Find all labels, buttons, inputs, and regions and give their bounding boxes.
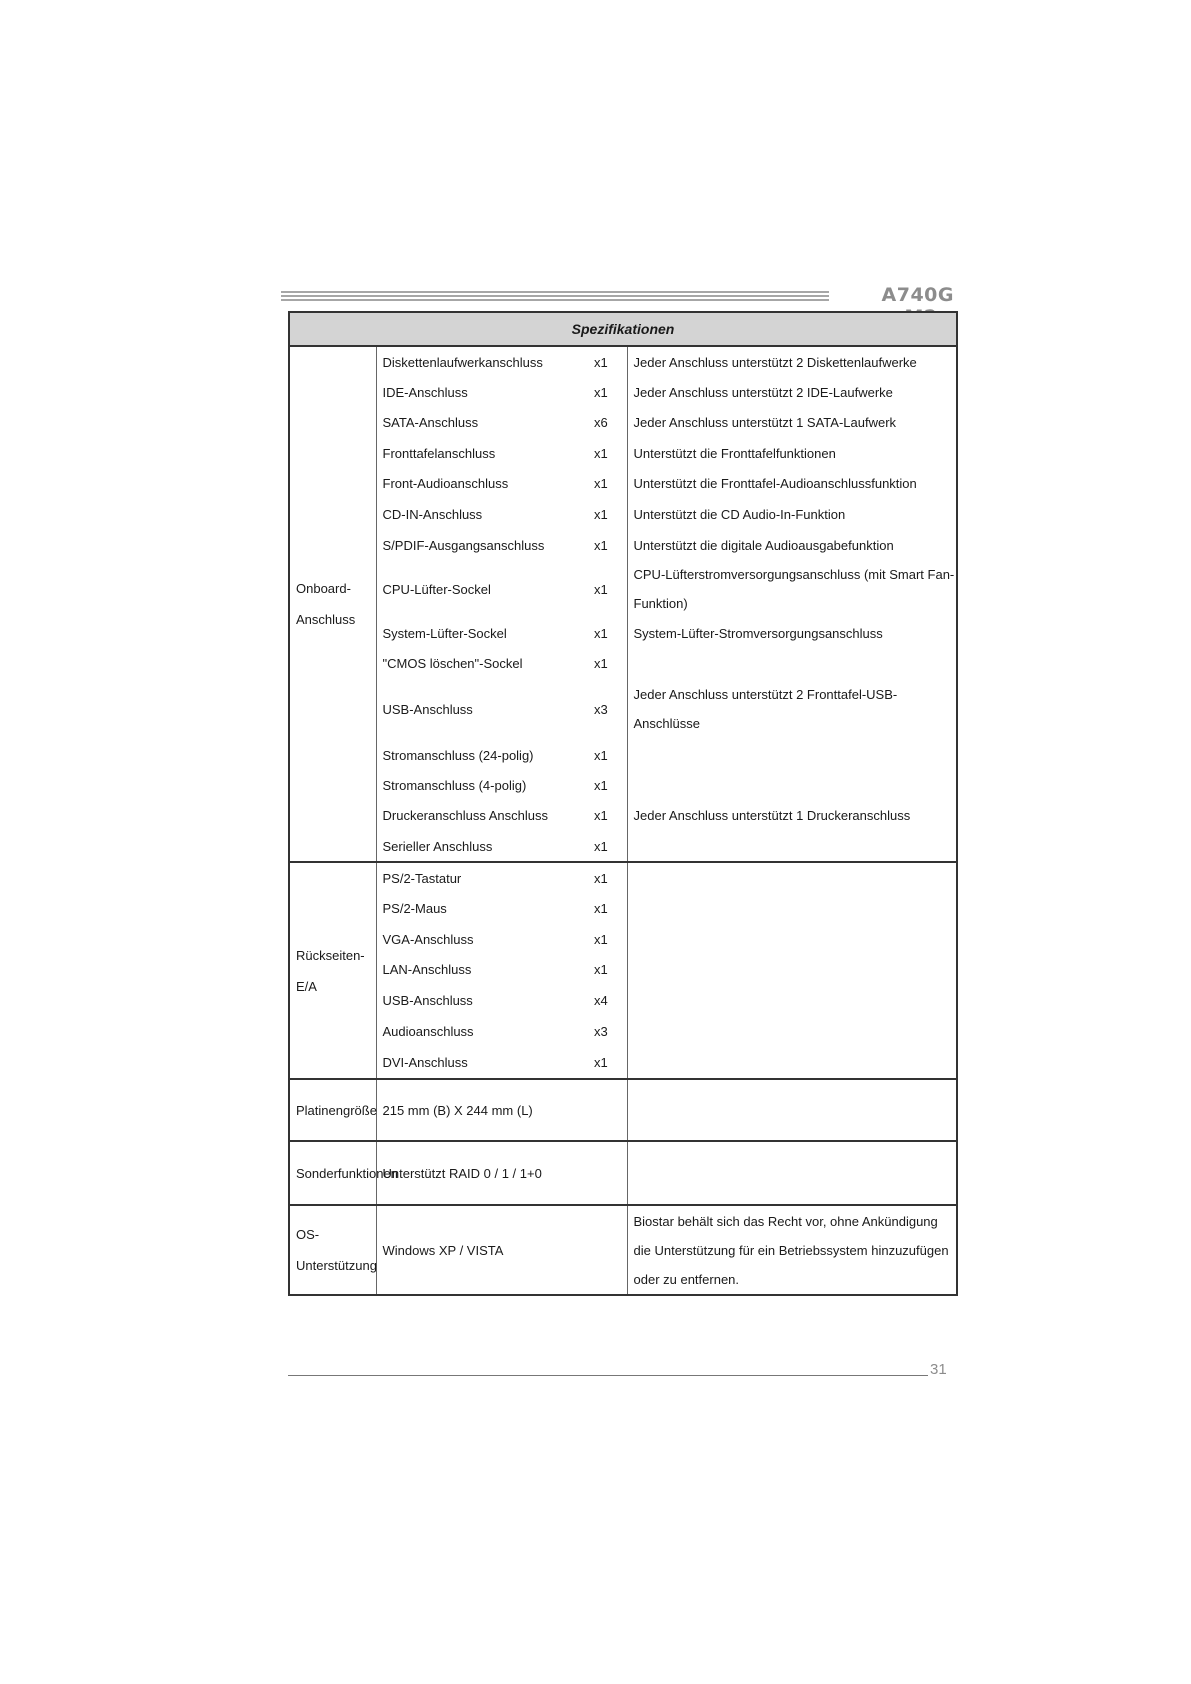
rear-label: Rückseiten-E/A	[289, 862, 376, 1079]
rear-item: USB-Anschluss	[382, 993, 473, 1008]
onboard-row	[289, 618, 957, 648]
onboard-row	[289, 678, 957, 740]
onboard-label: Onboard-Anschluss	[289, 346, 376, 862]
page-number: 31	[930, 1361, 947, 1378]
os-desc: Biostar behält sich das Recht vor, ohne Ankündigung die Unterstützung für ein Betriebssystem hinzuzufügen oder zu entfernen.	[627, 1205, 957, 1295]
onboard-qty: x1	[594, 476, 608, 491]
onboard-qty: x1	[594, 384, 608, 400]
onboard-qty: x1	[594, 625, 608, 641]
onboard-desc: CPU-Lüfterstromversorgungsanschluss (mit Smart Fan-Funktion)	[627, 560, 957, 618]
onboard-desc: Unterstützt die Fronttafel-Audioanschlussfunktion	[627, 468, 957, 499]
rear-qty: x1	[582, 862, 627, 893]
onboard-row	[289, 346, 957, 377]
onboard-row	[289, 560, 957, 618]
onboard-qty: x1	[594, 838, 608, 854]
onboard-desc	[627, 648, 957, 678]
os-value: Windows XP / VISTA	[376, 1205, 627, 1295]
onboard-desc: Unterstützt die digitale Audioausgabefunktion	[627, 530, 957, 560]
onboard-row	[289, 530, 957, 560]
special-row	[289, 1141, 957, 1205]
rear-item: DVI-Anschluss	[382, 1055, 468, 1070]
rear-qty: x1	[594, 931, 608, 947]
onboard-item: USB-Anschluss	[382, 701, 473, 717]
special-value: Unterstützt RAID 0 / 1 / 1+0	[376, 1141, 627, 1205]
onboard-row	[289, 377, 957, 407]
onboard-item: IDE-Anschluss	[382, 384, 468, 400]
onboard-desc: Unterstützt die CD Audio-In-Funktion	[627, 499, 957, 530]
rear-qty: x1	[594, 962, 608, 977]
board-size-label: Platinengröße	[289, 1079, 376, 1141]
onboard-desc: Jeder Anschluss unterstützt 2 IDE-Laufwerke	[627, 377, 957, 407]
onboard-item: "CMOS löschen"-Sockel	[382, 655, 523, 671]
table-title: Spezifikationen	[289, 312, 957, 346]
rear-item: PS/2-Tastatur	[376, 862, 582, 893]
onboard-row	[289, 407, 957, 438]
rear-item: LAN-Anschluss	[382, 962, 472, 977]
os-row	[289, 1205, 957, 1295]
onboard-qty: x1	[594, 507, 608, 522]
onboard-item: Druckeranschluss Anschluss	[382, 808, 548, 823]
board-size-row	[289, 1079, 957, 1141]
onboard-item: System-Lüfter-Sockel	[382, 625, 507, 641]
rear-qty: x1	[594, 901, 608, 916]
onboard-item: Stromanschluss (4-polig)	[382, 777, 527, 793]
onboard-desc: Jeder Anschluss unterstützt 1 Druckeranschluss	[627, 800, 957, 831]
onboard-item: Front-Audioanschluss	[382, 476, 509, 491]
rear-desc-empty	[627, 862, 957, 1079]
board-size-value: 215 mm (B) X 244 mm (L)	[376, 1079, 627, 1141]
onboard-row	[289, 468, 957, 499]
spec-table	[288, 311, 958, 1296]
onboard-qty: x1	[594, 808, 608, 823]
header-rule	[281, 291, 829, 303]
onboard-item: SATA-Anschluss	[382, 415, 479, 430]
onboard-item: CD-IN-Anschluss	[382, 507, 483, 522]
onboard-desc: System-Lüfter-Stromversorgungsanschluss	[627, 618, 957, 648]
special-desc	[627, 1141, 957, 1205]
rear-qty: x1	[594, 1055, 608, 1070]
os-label: OS-Unterstützung	[289, 1205, 376, 1295]
onboard-item: Fronttafelanschluss	[382, 445, 496, 461]
onboard-row	[289, 770, 957, 800]
onboard-qty: x1	[594, 537, 608, 553]
onboard-row	[289, 648, 957, 678]
onboard-qty: x1	[594, 777, 608, 793]
rear-item: Audioanschluss	[382, 1024, 474, 1039]
onboard-desc: Jeder Anschluss unterstützt 2 Fronttafel-USB-Anschlüsse	[627, 678, 957, 740]
onboard-qty: x6	[594, 415, 608, 430]
onboard-qty: x1	[582, 346, 627, 377]
onboard-qty: x1	[594, 445, 608, 461]
rear-qty: x4	[594, 993, 608, 1008]
onboard-qty: x1	[594, 581, 608, 597]
onboard-qty: x3	[594, 701, 608, 717]
onboard-row	[289, 499, 957, 530]
onboard-row	[289, 831, 957, 862]
footer-rule	[288, 1375, 928, 1376]
onboard-desc: Jeder Anschluss unterstützt 1 SATA-Laufwerk	[627, 407, 957, 438]
board-size-desc	[627, 1079, 957, 1141]
onboard-desc	[627, 770, 957, 800]
rear-item: VGA-Anschluss	[382, 931, 474, 947]
onboard-item: Serieller Anschluss	[382, 838, 493, 854]
onboard-desc: Unterstützt die Fronttafelfunktionen	[627, 438, 957, 468]
onboard-desc: Jeder Anschluss unterstützt 2 Diskettenlaufwerke	[627, 346, 957, 377]
onboard-item: S/PDIF-Ausgangsanschluss	[382, 537, 545, 553]
onboard-row	[289, 740, 957, 770]
onboard-row	[289, 438, 957, 468]
onboard-row	[289, 800, 957, 831]
rear-row	[289, 862, 957, 893]
onboard-desc	[627, 831, 957, 862]
onboard-desc	[627, 740, 957, 770]
rear-item: PS/2-Maus	[382, 901, 447, 916]
onboard-item: CPU-Lüfter-Sockel	[382, 581, 491, 597]
rear-qty: x3	[594, 1024, 608, 1039]
onboard-item: Stromanschluss (24-polig)	[382, 747, 534, 763]
special-label: Sonderfunktionen	[289, 1141, 376, 1205]
onboard-qty: x1	[594, 655, 608, 671]
model-title: A740G	[881, 284, 954, 306]
onboard-qty: x1	[594, 747, 608, 763]
onboard-item: Diskettenlaufwerkanschluss	[376, 346, 582, 377]
